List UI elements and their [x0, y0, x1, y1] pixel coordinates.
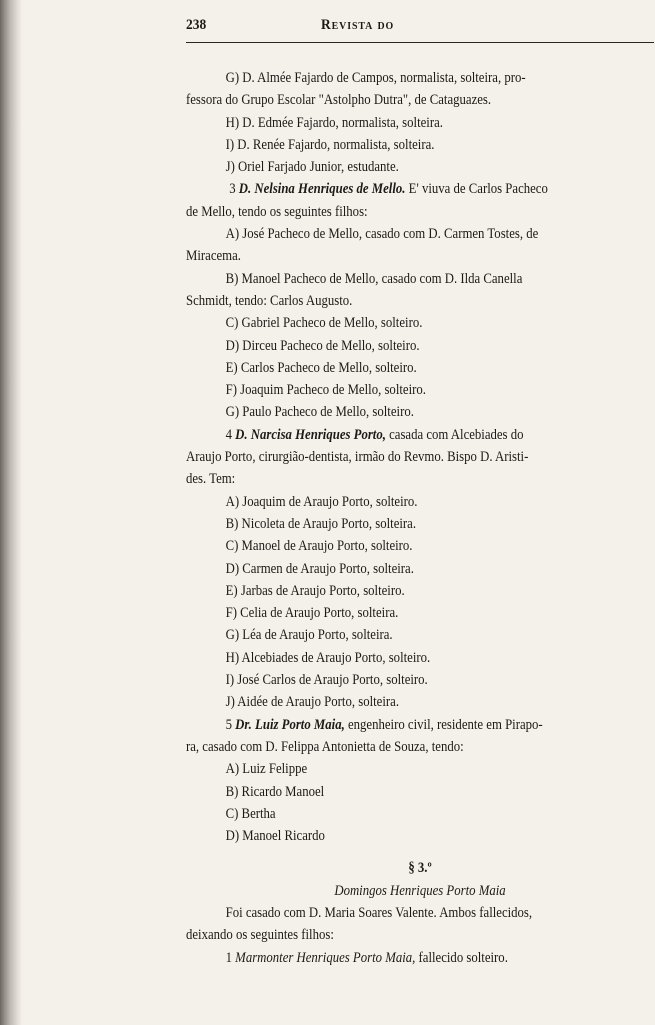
- page-number: 238: [186, 17, 207, 33]
- text-line: G) Léa de Araujo Porto, solteira.: [225, 627, 393, 644]
- text-line: A) Joaquim de Araujo Porto, solteiro.: [225, 493, 418, 510]
- text-line: G) Paulo Pacheco de Mello, solteiro.: [225, 404, 414, 421]
- section-title: Domingos Henriques Porto Maia: [334, 882, 506, 899]
- text-line: D) Carmen de Araujo Porto, solteira.: [225, 560, 414, 577]
- person-name: D. Nelsina Henriques de Mello.: [238, 181, 406, 198]
- text-line: F) Celia de Araujo Porto, solteira.: [225, 605, 399, 622]
- list-number: 5: [225, 716, 236, 733]
- section-paragraph-line: [186, 947, 654, 969]
- text-line: [186, 424, 654, 446]
- document-body: [186, 67, 654, 847]
- person-name: Marmonter Henriques Porto Maia,: [235, 949, 416, 966]
- text-line: A) José Pacheco de Mello, casado com D. Carmen Tostes, de: [225, 226, 539, 243]
- text-line: fessora do Grupo Escolar "Astolpho Dutra", de Cataguazes.: [186, 92, 492, 109]
- text-line: H) D. Edmée Fajardo, normalista, solteira.: [225, 114, 443, 131]
- text-span: engenheiro civil, residente em Pirapo-: [344, 716, 543, 733]
- section-paragraph-line: deixando os seguintes filhos:: [186, 927, 334, 944]
- page-header: [186, 14, 654, 43]
- text-line: H) Alcebiades de Araujo Porto, solteiro.: [225, 649, 431, 666]
- text-line: C) Gabriel Pacheco de Mello, solteiro.: [225, 315, 423, 332]
- text-line: C) Bertha: [225, 805, 276, 822]
- text-line: F) Joaquim Pacheco de Mello, solteiro.: [225, 382, 426, 399]
- text-line: B) Manoel Pacheco de Mello, casado com D. Ilda Canella: [225, 270, 523, 287]
- text-span: casada com Alcebiades do: [385, 426, 524, 443]
- list-number: 4: [225, 426, 236, 443]
- text-line: G) D. Almée Fajardo de Campos, normalista, solteira, pro-: [225, 70, 526, 86]
- text-line: B) Ricardo Manoel: [225, 783, 325, 800]
- text-line: J) Aidée de Araujo Porto, solteira.: [225, 694, 400, 711]
- list-number: 1: [225, 949, 236, 966]
- text-line: [186, 178, 654, 200]
- person-name: Dr. Luiz Porto Maia,: [235, 716, 345, 733]
- text-line: I) José Carlos de Araujo Porto, solteiro.: [225, 672, 428, 689]
- text-line: J) Oriel Farjado Junior, estudante.: [225, 159, 399, 176]
- text-line: [186, 714, 654, 736]
- text-line: D) Dirceu Pacheco de Mello, solteiro.: [225, 337, 420, 354]
- person-name: D. Narcisa Henriques Porto,: [235, 426, 386, 443]
- list-number: 3: [229, 181, 239, 198]
- running-head: Revista do: [321, 17, 395, 33]
- section-paragraph-line: Foi casado com D. Maria Soares Valente. Ambos fallecidos,: [225, 904, 533, 921]
- text-line: Schmidt, tendo: Carlos Augusto.: [186, 292, 353, 309]
- text-span: fallecido solteiro.: [415, 949, 508, 966]
- text-line: D) Manoel Ricardo: [225, 828, 325, 845]
- text-line: des. Tem:: [186, 471, 236, 488]
- text-line: A) Luiz Felippe: [225, 761, 308, 778]
- text-line: Araujo Porto, cirurgião-dentista, irmão do Revmo. Bispo D. Aristi-: [186, 449, 529, 466]
- text-line: ra, casado com D. Felippa Antonietta de Souza, tendo:: [186, 738, 464, 755]
- text-line: I) D. Renée Fajardo, normalista, solteira.: [225, 136, 435, 153]
- text-line: E) Carlos Pacheco de Mello, solteiro.: [225, 359, 417, 376]
- text-line: de Mello, tendo os seguintes filhos:: [186, 203, 368, 220]
- book-spine-shadow: [0, 0, 22, 1025]
- section-mark: § 3.º: [408, 860, 432, 877]
- text-line: B) Nicoleta de Araujo Porto, solteira.: [225, 515, 417, 532]
- document-page: [186, 14, 654, 969]
- text-span: E' viuva de Carlos Pacheco: [405, 181, 548, 198]
- text-line: Miracema.: [186, 248, 241, 265]
- text-line: E) Jarbas de Araujo Porto, solteiro.: [225, 582, 405, 599]
- text-line: C) Manoel de Araujo Porto, solteiro.: [225, 538, 413, 555]
